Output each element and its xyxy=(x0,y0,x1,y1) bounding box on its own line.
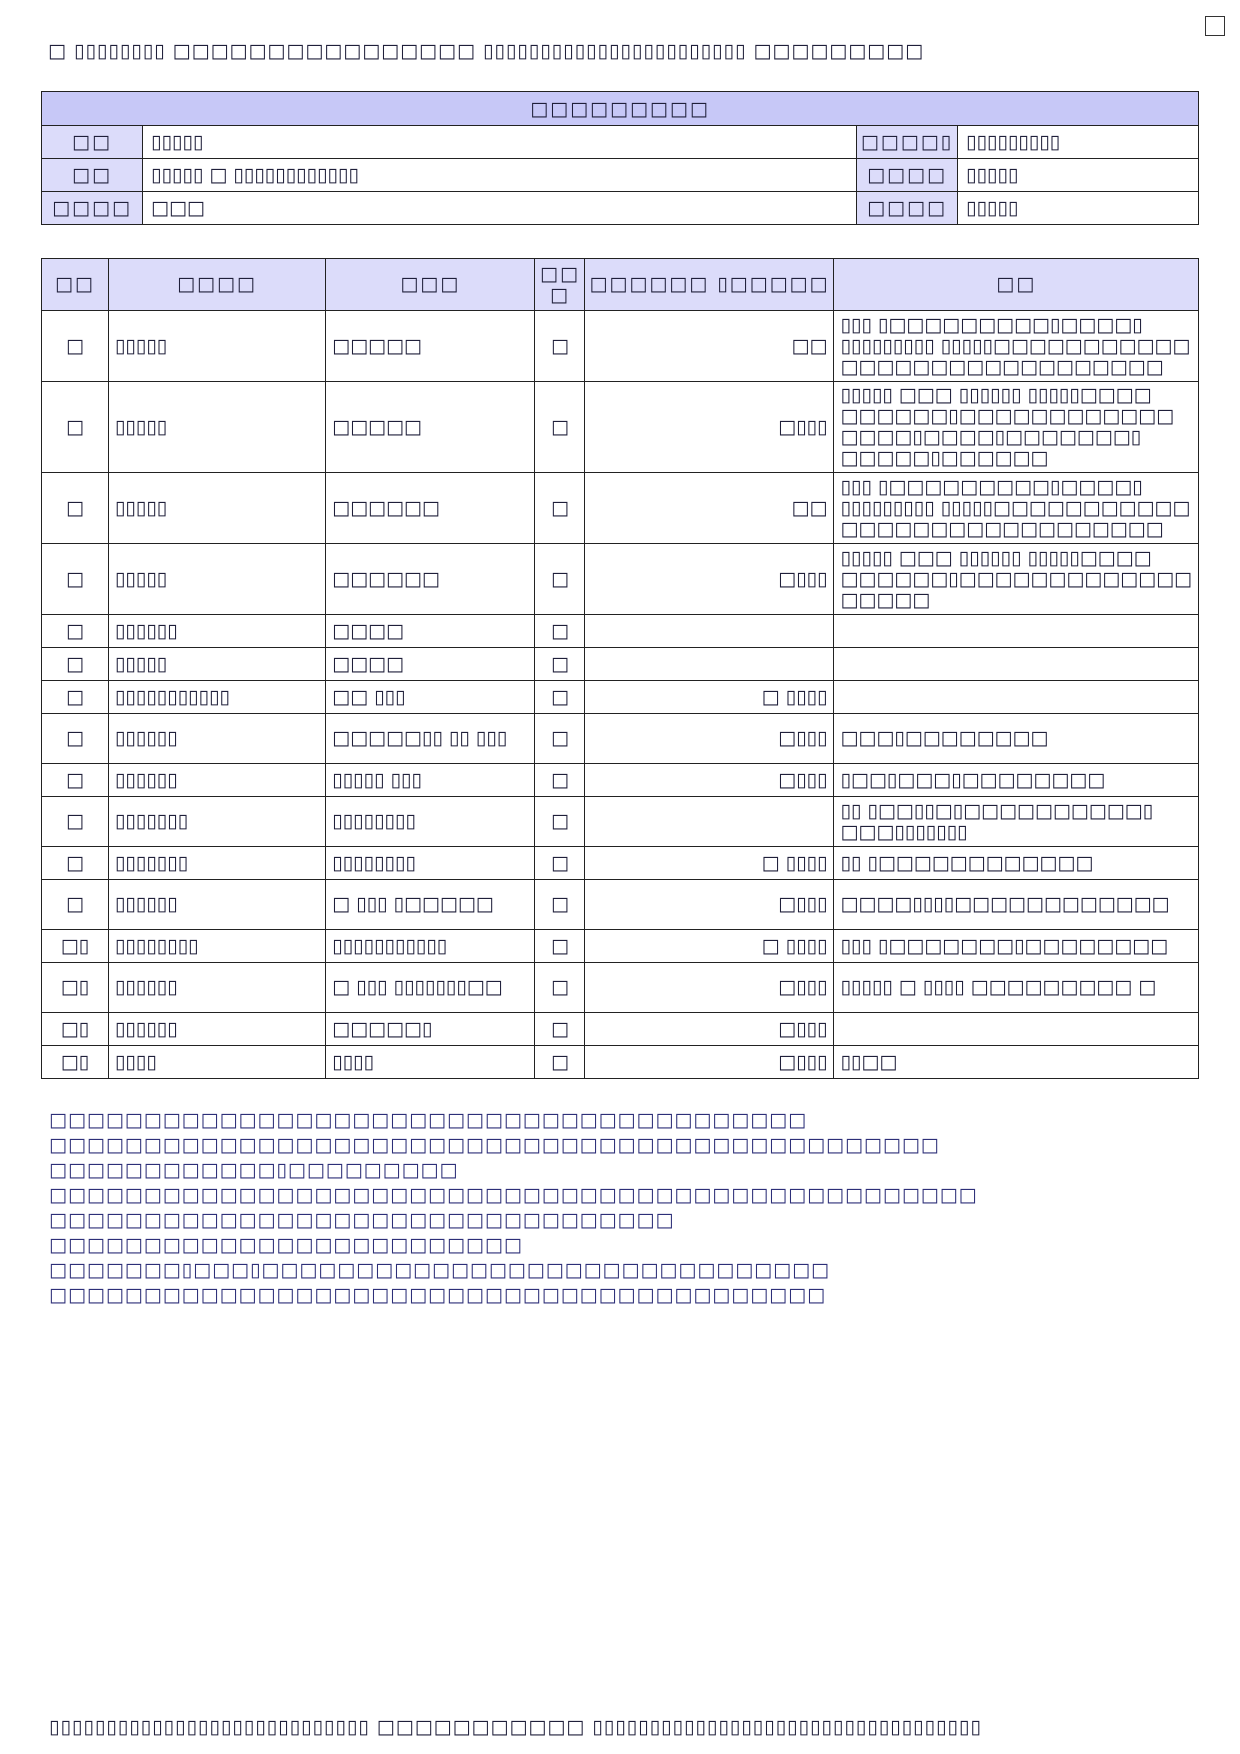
table-row xyxy=(42,847,1199,880)
cell-name: □□□□□□ xyxy=(326,473,535,544)
info-value: ▯▯▯▯▯ xyxy=(958,192,1199,225)
cell-code: ▯▯▯▯▯▯▯▯▯▯▯ xyxy=(108,681,325,714)
cell-no: □ xyxy=(42,681,109,714)
note-line: □□□□□□□□□□□□□□□□□□□□□□□□□□□□□□□□□□□□□□□□□□□□□□□□□ xyxy=(49,1184,978,1206)
cell-length xyxy=(585,648,834,681)
table-row xyxy=(42,1046,1199,1079)
cell-name: ▯▯▯▯▯▯▯▯▯▯▯ xyxy=(326,930,535,963)
cell-note: ▯▯ ▯□□▯▯□▯□□□□□□□□□□▯ □□□▯▯▯▯▯▯▯ xyxy=(834,797,1199,847)
table-row xyxy=(42,880,1199,930)
cell-no: □ xyxy=(42,797,109,847)
info-label: □□□□ xyxy=(857,159,958,192)
cell-no: □ xyxy=(42,473,109,544)
cell-length: □▯▯▯ xyxy=(585,1046,834,1079)
table-row xyxy=(42,714,1199,764)
cell-attribute: □ xyxy=(535,930,585,963)
cell-note: ▯▯▯ ▯□□□□□□□□□▯□□□□▯ ▯▯▯▯▯▯▯▯▯ ▯▯▯▯▯□□□□□□□□□□□ □□□□□□□□□□□□□□□□□□ xyxy=(834,473,1199,544)
cell-length: □▯▯▯ xyxy=(585,880,834,930)
cell-note: ▯▯▯ ▯□□□□□□□▯□□□□□□□□ xyxy=(834,930,1199,963)
info-label: □□ xyxy=(42,126,143,159)
cell-code: ▯▯▯▯▯ xyxy=(108,311,325,382)
cell-code: ▯▯▯▯▯▯▯ xyxy=(108,847,325,880)
info-label: □□ xyxy=(42,159,143,192)
info-value: ▯▯▯▯▯ xyxy=(143,126,857,159)
cell-length: □▯▯▯ xyxy=(585,714,834,764)
cell-code: ▯▯▯▯▯▯ xyxy=(108,615,325,648)
cell-note: □□□□▯▯▯▯□□□□□□□□□□□□ xyxy=(834,880,1199,930)
cell-length: □▯▯▯ xyxy=(585,544,834,615)
info-label: □□□□▯ xyxy=(857,126,958,159)
cell-name: □□□□□□ xyxy=(326,544,535,615)
col-header-attribute: □□ □ xyxy=(535,259,585,311)
cell-length: □▯▯▯ xyxy=(585,1013,834,1046)
item-table xyxy=(41,258,1199,1079)
corner-box xyxy=(1205,16,1225,36)
info-value: ▯▯▯▯▯ □ ▯▯▯▯▯▯▯▯▯▯▯▯ xyxy=(143,159,857,192)
cell-no: □▯ xyxy=(42,1013,109,1046)
cell-note xyxy=(834,615,1199,648)
table-row xyxy=(42,544,1199,615)
cell-no: □ xyxy=(42,714,109,764)
notes-section xyxy=(49,1108,1149,1308)
cell-attribute: □ xyxy=(535,880,585,930)
cell-no: □ xyxy=(42,311,109,382)
cell-code: ▯▯▯▯ xyxy=(108,1046,325,1079)
cell-code: ▯▯▯▯▯▯ xyxy=(108,880,325,930)
note-line: □□□□□□□▯□□□▯□□□□□□□□□□□□□□□□□□□□□□□□□□□□□□ xyxy=(49,1259,830,1281)
cell-note xyxy=(834,1013,1199,1046)
info-label: □□□□ xyxy=(857,192,958,225)
cell-code: ▯▯▯▯▯▯ xyxy=(108,1013,325,1046)
cell-note: ▯▯▯▯▯ □ ▯▯▯▯ □□□□□□□□□ □ xyxy=(834,963,1199,1013)
cell-code: ▯▯▯▯▯ xyxy=(108,648,325,681)
col-header-name: □□□ xyxy=(326,259,535,311)
col-header-no: □□ xyxy=(42,259,109,311)
cell-no: □ xyxy=(42,382,109,473)
cell-name: □ ▯▯▯ ▯□□□□□ xyxy=(326,880,535,930)
cell-length: □ ▯▯▯▯ xyxy=(585,847,834,880)
cell-note: ▯▯▯ ▯□□□□□□□□□▯□□□□▯ ▯▯▯▯▯▯▯▯▯ ▯▯▯▯▯□□□□□□□□□□□ □□□□□□□□□□□□□□□□□□ xyxy=(834,311,1199,382)
table-row xyxy=(42,797,1199,847)
info-title-row xyxy=(42,92,1199,126)
table-row xyxy=(42,311,1199,382)
note-line: □□□□□□□□□□□□□□□□□□□□□□□□□□□□□□□□□□□□□□□□□ xyxy=(49,1284,827,1306)
cell-note: ▯▯▯▯▯ □□□ ▯▯▯▯▯▯ ▯▯▯▯▯□□□□ □□□□□□▯□□□□□□□□□□□□ □□□□▯□□□□▯□□□□□□□▯ □□□□□▯□□□□□□ xyxy=(834,382,1199,473)
cell-no: □ xyxy=(42,648,109,681)
note-line: □□□□□□□□□□□□▯□□□□□□□□□ xyxy=(49,1159,459,1181)
info-value: ▯▯▯▯▯▯▯▯▯ xyxy=(958,126,1199,159)
cell-code: ▯▯▯▯▯▯▯ xyxy=(108,797,325,847)
note-line: □□□□□□□□□□□□□□□□□□□□□□□□□□□□□□□□□ xyxy=(49,1209,675,1231)
header-line: □ ▯▯▯▯▯▯▯▯ □□□□□□□□□□□□□□□□ ▯▯▯▯▯▯▯▯▯▯▯▯▯▯▯▯▯▯▯▯▯▯▯ □□□□□□□□□ xyxy=(48,40,925,62)
info-row xyxy=(42,159,1199,192)
cell-note: ▯▯ ▯□□□□□□□□□□□□ xyxy=(834,847,1199,880)
cell-length: □▯▯▯ xyxy=(585,764,834,797)
info-table xyxy=(41,91,1199,225)
cell-code: ▯▯▯▯▯▯ xyxy=(108,963,325,1013)
cell-attribute: □ xyxy=(535,714,585,764)
cell-no: □▯ xyxy=(42,963,109,1013)
cell-note: □□□▯□□□□□□□□ xyxy=(834,714,1199,764)
table-row xyxy=(42,764,1199,797)
cell-no: □ xyxy=(42,764,109,797)
cell-code: ▯▯▯▯▯▯ xyxy=(108,764,325,797)
cell-name: □□□□ xyxy=(326,648,535,681)
cell-note: ▯▯▯▯▯ □□□ ▯▯▯▯▯▯ ▯▯▯▯▯□□□□ □□□□□□▯□□□□□□□□□□□□□ □□□□□ xyxy=(834,544,1199,615)
cell-length: □□ xyxy=(585,473,834,544)
info-value: □□□ xyxy=(143,192,857,225)
cell-name: ▯▯▯▯ xyxy=(326,1046,535,1079)
cell-attribute: □ xyxy=(535,648,585,681)
cell-name: ▯▯▯▯▯▯▯▯ xyxy=(326,797,535,847)
table-row xyxy=(42,648,1199,681)
info-row xyxy=(42,126,1199,159)
cell-attribute: □ xyxy=(535,473,585,544)
info-label: □□□□ xyxy=(42,192,143,225)
table-header-row xyxy=(42,259,1199,311)
table-row xyxy=(42,963,1199,1013)
cell-note xyxy=(834,681,1199,714)
cell-name: □□□□□▯ xyxy=(326,1013,535,1046)
cell-note: ▯▯□□ xyxy=(834,1046,1199,1079)
cell-attribute: □ xyxy=(535,382,585,473)
cell-attribute: □ xyxy=(535,847,585,880)
cell-attribute: □ xyxy=(535,1046,585,1079)
cell-attribute: □ xyxy=(535,544,585,615)
cell-attribute: □ xyxy=(535,963,585,1013)
cell-code: ▯▯▯▯▯▯ xyxy=(108,714,325,764)
cell-no: □▯ xyxy=(42,930,109,963)
table-row xyxy=(42,615,1199,648)
table-row xyxy=(42,382,1199,473)
cell-length: □▯▯▯ xyxy=(585,963,834,1013)
col-header-note: □□ xyxy=(834,259,1199,311)
cell-code: ▯▯▯▯▯ xyxy=(108,473,325,544)
note-line: □□□□□□□□□□□□□□□□□□□□□□□□□□□□□□□□□□□□□□□□ xyxy=(49,1109,808,1131)
cell-code: ▯▯▯▯▯▯▯▯ xyxy=(108,930,325,963)
info-row xyxy=(42,192,1199,225)
table-body xyxy=(42,311,1199,1079)
table-row xyxy=(42,1013,1199,1046)
cell-name: □□□□ xyxy=(326,615,535,648)
cell-name: □□ ▯▯▯ xyxy=(326,681,535,714)
table-row xyxy=(42,473,1199,544)
note-line: □□□□□□□□□□□□□□□□□□□□□□□□□ xyxy=(49,1234,523,1256)
cell-attribute: □ xyxy=(535,615,585,648)
footer-line: ▯▯▯▯▯▯▯▯▯▯▯▯▯▯▯▯▯▯▯▯▯▯▯▯▯▯▯▯ □□□□□□□□□□□ ▯▯▯▯▯▯▯▯▯▯▯▯▯▯▯▯▯▯▯▯▯▯▯▯▯▯▯▯▯▯▯▯▯▯ xyxy=(49,1716,982,1738)
cell-attribute: □ xyxy=(535,764,585,797)
cell-no: □ xyxy=(42,880,109,930)
cell-no: □ xyxy=(42,615,109,648)
cell-name: ▯▯▯▯▯▯▯▯ xyxy=(326,847,535,880)
table-row xyxy=(42,681,1199,714)
cell-attribute: □ xyxy=(535,1013,585,1046)
info-title: □□□□□□□□□ xyxy=(42,92,1199,126)
col-header-code: □□□□ xyxy=(108,259,325,311)
cell-name: ▯▯▯▯▯ ▯▯▯ xyxy=(326,764,535,797)
cell-length: □ ▯▯▯▯ xyxy=(585,681,834,714)
cell-attribute: □ xyxy=(535,311,585,382)
cell-note xyxy=(834,648,1199,681)
note-line: □□□□□□□□□□□□□□□□□□□□□□□□□□□□□□□□□□□□□□□□□□□□□□□ xyxy=(49,1134,940,1156)
cell-no: □ xyxy=(42,544,109,615)
cell-no: □▯ xyxy=(42,1046,109,1079)
table-row xyxy=(42,930,1199,963)
cell-length: □▯▯▯ xyxy=(585,382,834,473)
cell-name: □□□□□ xyxy=(326,311,535,382)
cell-name: □ ▯▯▯ ▯▯▯▯▯▯▯□□ xyxy=(326,963,535,1013)
cell-note: ▯□□▯□□□▯□□□□□□□□ xyxy=(834,764,1199,797)
cell-code: ▯▯▯▯▯ xyxy=(108,544,325,615)
info-value: ▯▯▯▯▯ xyxy=(958,159,1199,192)
cell-name: □□□□□ xyxy=(326,382,535,473)
cell-length xyxy=(585,797,834,847)
cell-length: □□ xyxy=(585,311,834,382)
cell-length xyxy=(585,615,834,648)
cell-attribute: □ xyxy=(535,797,585,847)
cell-name: □□□□□▯▯ ▯▯ ▯▯▯ xyxy=(326,714,535,764)
cell-code: ▯▯▯▯▯ xyxy=(108,382,325,473)
cell-no: □ xyxy=(42,847,109,880)
cell-attribute: □ xyxy=(535,681,585,714)
cell-length: □ ▯▯▯▯ xyxy=(585,930,834,963)
col-header-length: □□□□□□ ▯□□□□□ xyxy=(585,259,834,311)
